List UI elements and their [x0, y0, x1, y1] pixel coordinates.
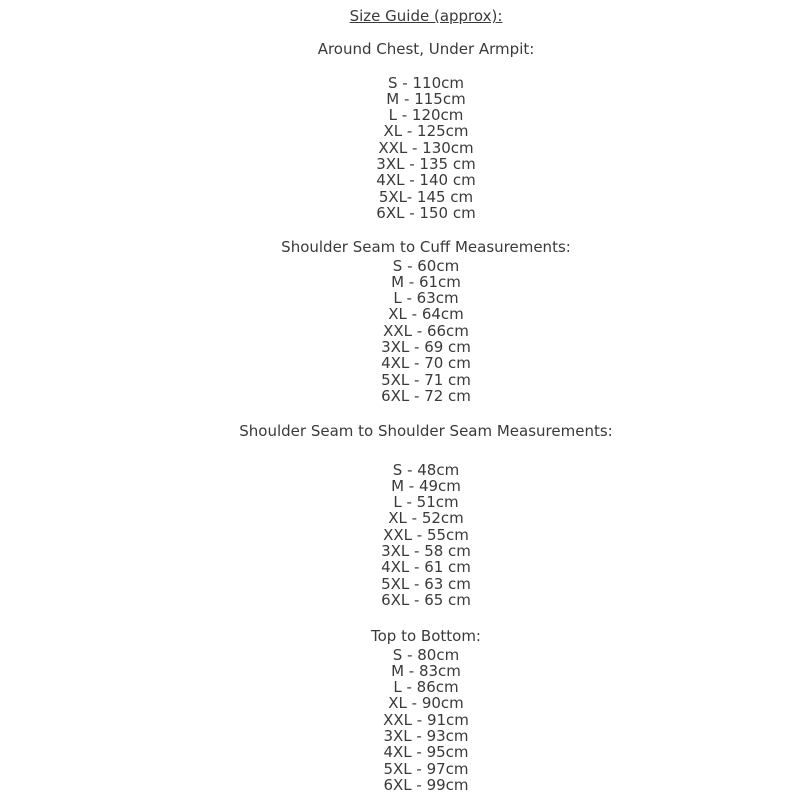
section-heading-shoulder: Shoulder Seam to Shoulder Seam Measurements: [239, 422, 613, 441]
size-row: 3XL - 135 cm [376, 155, 476, 174]
size-row: 5XL - 71 cm [381, 370, 471, 389]
size-row: M - 115cm [386, 89, 466, 108]
size-row: XL - 64cm [388, 305, 464, 324]
size-row: XXL - 130cm [378, 138, 474, 157]
size-row: M - 49cm [391, 476, 461, 495]
size-row: XL - 90cm [388, 694, 464, 713]
section-length [52, 628, 800, 793]
section-heading-chest: Around Chest, Under Armpit: [317, 40, 535, 59]
size-row: 3XL - 93cm [383, 726, 469, 745]
size-row: M - 61cm [391, 272, 461, 291]
size-row: S - 48cm [392, 460, 460, 479]
size-row: L - 63cm [393, 289, 459, 308]
size-row: 5XL- 145 cm [378, 187, 474, 206]
size-row: L - 86cm [393, 678, 459, 697]
section-heading-sleeve: Shoulder Seam to Cuff Measurements: [281, 238, 571, 257]
size-row: XL - 125cm [383, 122, 469, 141]
size-row: 4XL - 95cm [383, 743, 469, 762]
size-row: M - 83cm [391, 661, 461, 680]
section-sleeve [52, 239, 800, 404]
size-row: 5XL - 97cm [383, 759, 469, 778]
size-row: XXL - 55cm [383, 525, 469, 544]
size-row: 3XL - 69 cm [381, 338, 471, 357]
size-list-shoulder [52, 462, 800, 609]
size-list-chest [52, 75, 800, 222]
page-title: Size Guide (approx): [349, 7, 503, 25]
size-row: S - 60cm [392, 256, 460, 275]
size-row: 6XL - 99cm [383, 775, 469, 794]
size-row: 4XL - 61 cm [381, 558, 471, 577]
size-guide-document [52, 0, 800, 793]
size-row: 4XL - 70 cm [381, 354, 471, 373]
size-row: 6XL - 65 cm [381, 590, 471, 609]
size-row: S - 110cm [388, 73, 464, 92]
size-row: XXL - 91cm [383, 710, 469, 729]
size-row: 6XL - 72 cm [381, 386, 471, 405]
size-row: 6XL - 150 cm [376, 203, 476, 222]
size-row: XL - 52cm [388, 509, 464, 528]
section-heading-length: Top to Bottom: [371, 627, 481, 646]
size-row: 3XL - 58 cm [381, 542, 471, 561]
size-row: 4XL - 140 cm [376, 171, 476, 190]
size-row: L - 51cm [393, 493, 459, 512]
size-row: XXL - 66cm [383, 321, 469, 340]
size-row: S - 80cm [392, 645, 460, 664]
size-row: 5XL - 63 cm [381, 574, 471, 593]
size-row: L - 120cm [388, 106, 464, 125]
